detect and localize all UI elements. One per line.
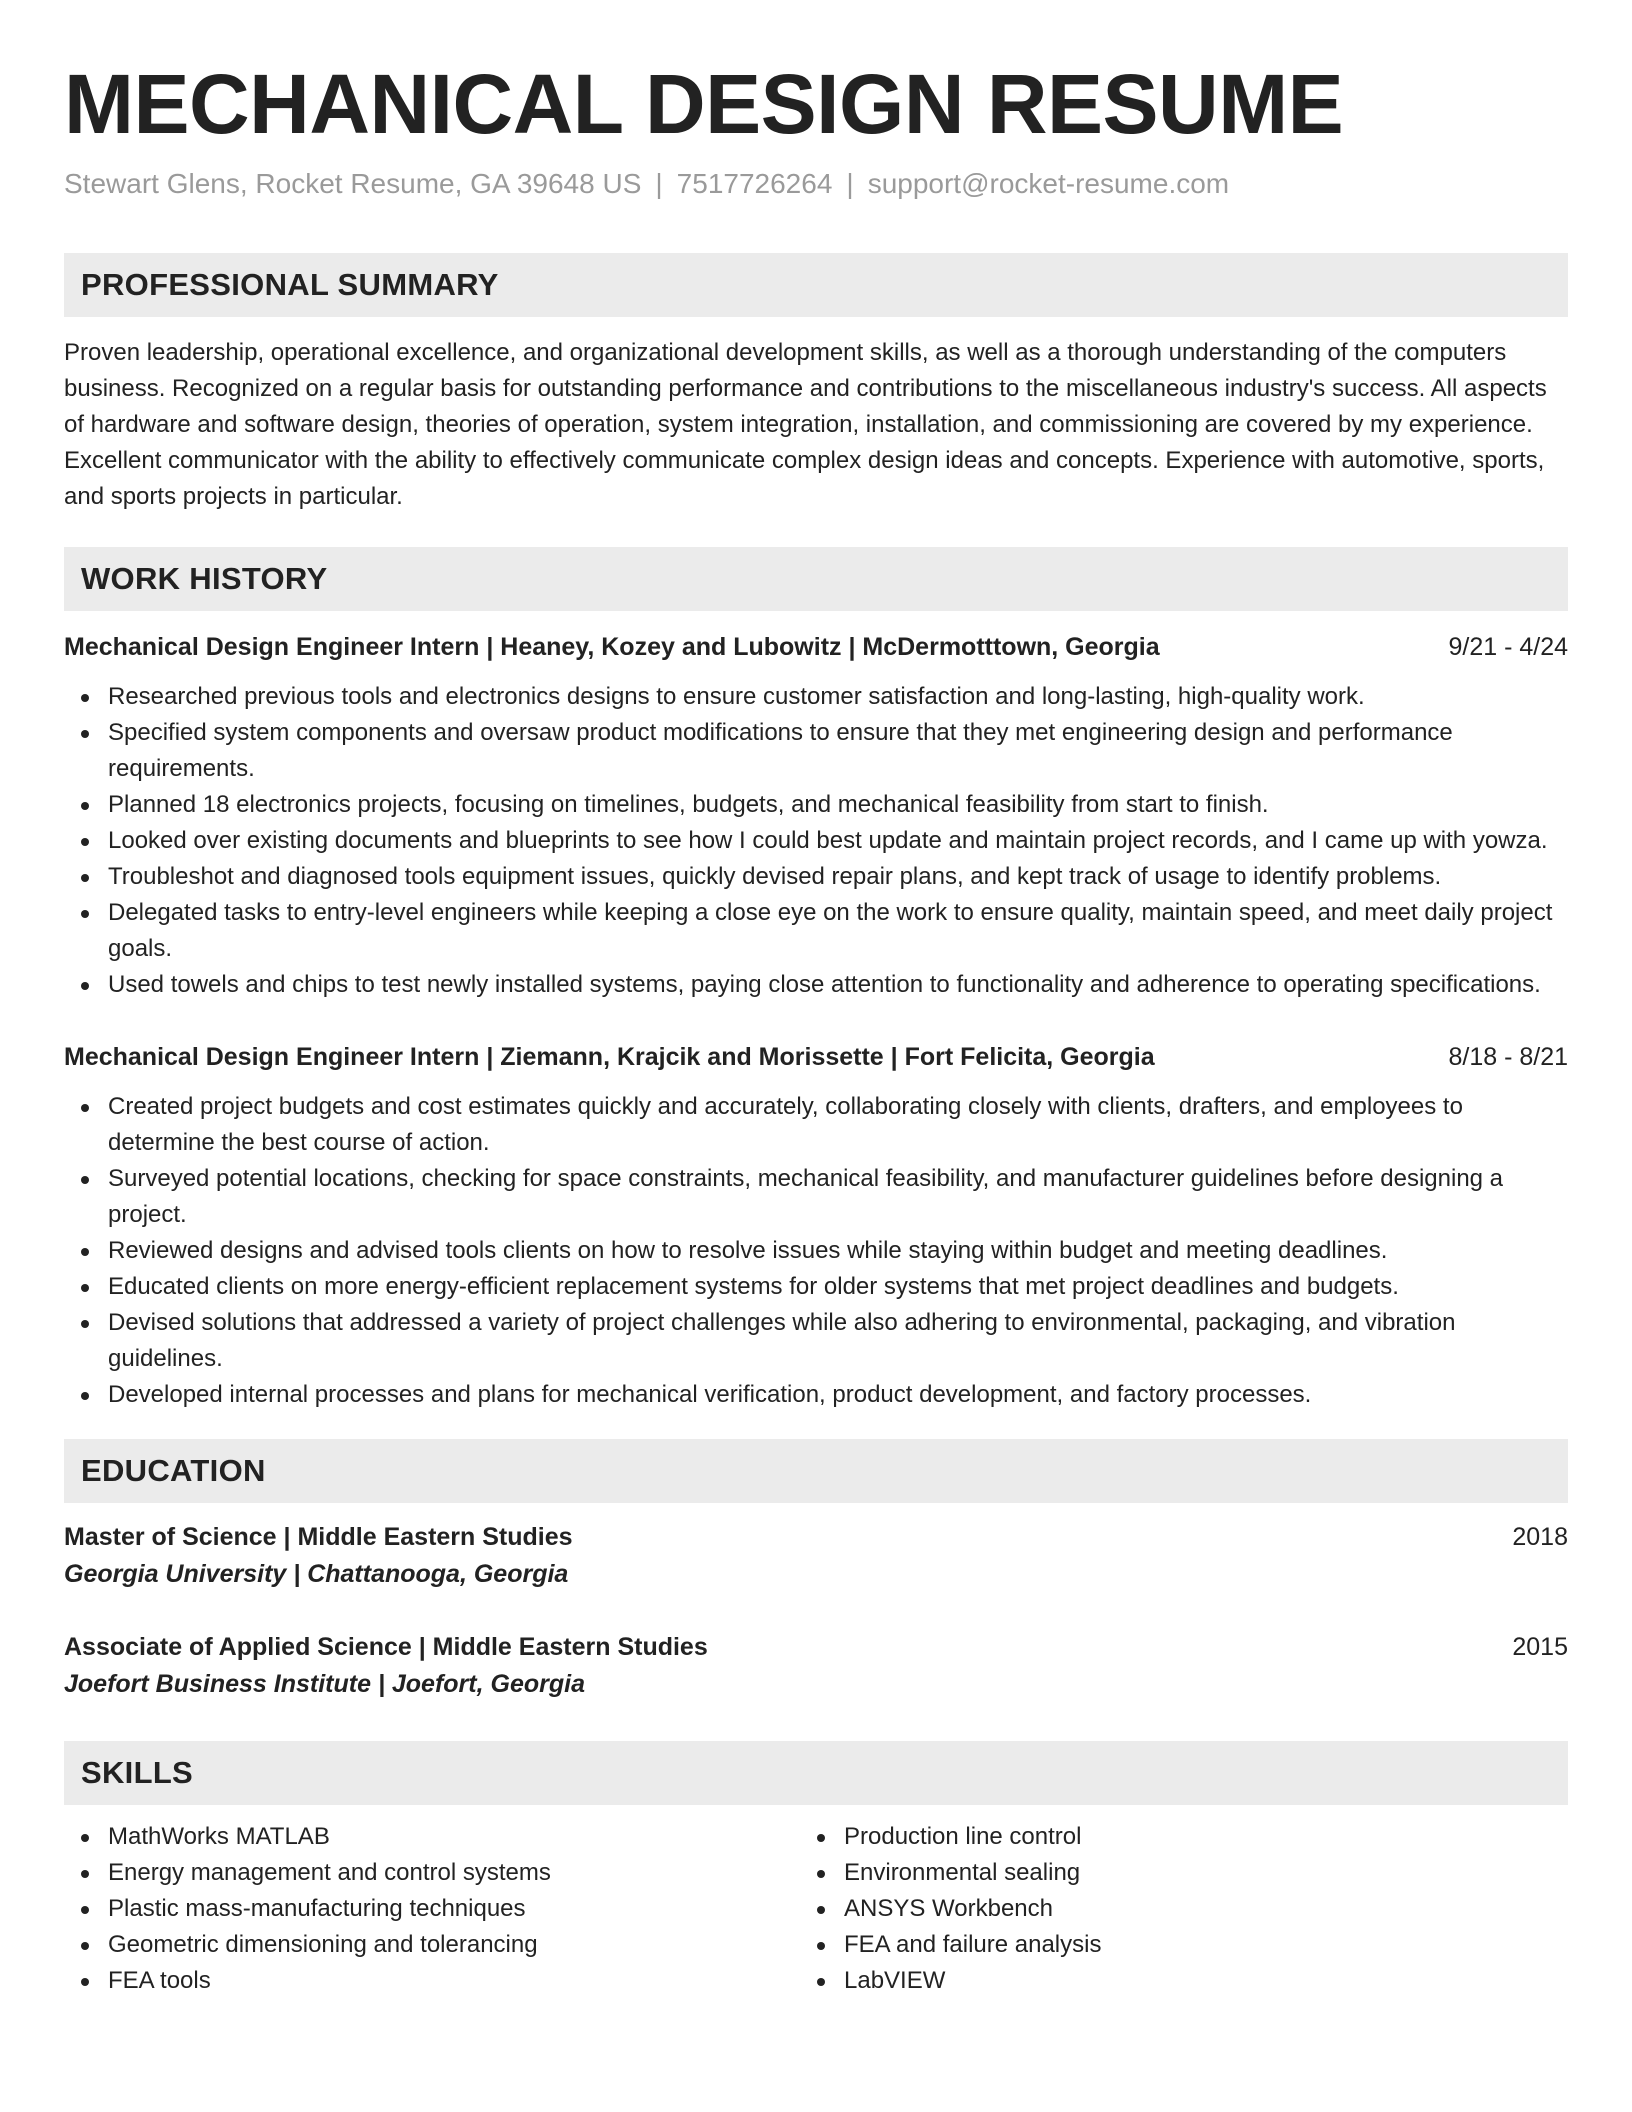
skills-list-right <box>800 1819 1536 1999</box>
job-bullet: Specified system components and oversaw product modifications to ensure that they met engineering design and performance requirements. <box>64 715 1568 787</box>
summary-text: Proven leadership, operational excellence, and organizational development skills, as well as a thorough understanding of the computers business. Recognized on a regular basis for outstanding performance and contributions to the miscellaneous industry's success. All aspects of hardware and software design, theories of operation, system integration, installation, and commissioning are covered by my experience. Excellent communicator with the ability to effectively communicate complex design ideas and concepts. Experience with automotive, sports, and sports projects in particular. <box>64 339 1547 510</box>
skills-list-left <box>64 1819 800 1999</box>
job-bullet: Created project budgets and cost estimates quickly and accurately, collaborating closely with clients, drafters, and employees to determine the best course of action. <box>64 1089 1568 1161</box>
skill-item: Production line control <box>800 1819 1536 1855</box>
education-year: 2015 <box>1512 1633 1568 1661</box>
skill-item: FEA and failure analysis <box>800 1927 1536 1963</box>
contact-line <box>64 166 1568 202</box>
section-title-education: EDUCATION <box>81 1453 266 1488</box>
education-school: Georgia University | Chattanooga, Georgia <box>64 1560 569 1588</box>
job-bullet: Troubleshot and diagnosed tools equipment issues, quickly devised repair plans, and kept track of usage to identify problems. <box>64 859 1568 895</box>
job-header <box>64 1039 1568 1075</box>
job-entry <box>64 629 1568 1003</box>
skill-item: FEA tools <box>64 1963 800 1999</box>
job-dates: 8/18 - 8/21 <box>1448 1043 1568 1071</box>
education-entry <box>64 1629 1568 1703</box>
job-bullet: Surveyed potential locations, checking for space constraints, mechanical feasibility, and manufacturer guidelines before designing a project. <box>64 1161 1568 1233</box>
education-school: Joefort Business Institute | Joefort, Georgia <box>64 1670 585 1698</box>
job-bullets <box>64 679 1568 1003</box>
skill-item: Environmental sealing <box>800 1855 1536 1891</box>
job-header <box>64 629 1568 665</box>
section-title-summary: PROFESSIONAL SUMMARY <box>81 267 499 302</box>
section-header-work <box>64 547 1568 611</box>
job-bullet: Developed internal processes and plans for mechanical verification, product development, and factory processes. <box>64 1377 1568 1413</box>
job-bullet: Reviewed designs and advised tools clients on how to resolve issues while staying within budget and meeting deadlines. <box>64 1233 1568 1269</box>
skill-item: Energy management and control systems <box>64 1855 800 1891</box>
section-header-skills <box>64 1741 1568 1805</box>
job-dates: 9/21 - 4/24 <box>1448 633 1568 661</box>
section-header-summary <box>64 253 1568 317</box>
job-bullet: Looked over existing documents and blueprints to see how I could best update and maintain project records, and I came up with yowza. <box>64 823 1568 859</box>
skill-item: Geometric dimensioning and tolerancing <box>64 1927 800 1963</box>
skill-item: ANSYS Workbench <box>800 1891 1536 1927</box>
skill-item: Plastic mass-manufacturing techniques <box>64 1891 800 1927</box>
job-bullet: Planned 18 electronics projects, focusing on timelines, budgets, and mechanical feasibility from start to finish. <box>64 787 1568 823</box>
job-bullet: Educated clients on more energy-efficient replacement systems for older systems that met project deadlines and budgets. <box>64 1269 1568 1305</box>
contact-address: Stewart Glens, Rocket Resume, GA 39648 US <box>64 168 642 199</box>
section-title-work: WORK HISTORY <box>81 561 328 596</box>
job-bullets <box>64 1089 1568 1413</box>
job-title: Mechanical Design Engineer Intern | Heaney, Kozey and Lubowitz | McDermotttown, Georgia <box>64 633 1160 661</box>
job-entry <box>64 1039 1568 1413</box>
job-bullet: Researched previous tools and electronics designs to ensure customer satisfaction and long-lasting, high-quality work. <box>64 679 1568 715</box>
education-degree: Master of Science | Middle Eastern Studies <box>64 1523 573 1551</box>
resume-title: MECHANICAL DESIGN RESUME <box>64 57 1344 151</box>
section-title-skills: SKILLS <box>81 1755 194 1790</box>
job-bullet: Used towels and chips to test newly installed systems, paying close attention to functionality and adherence to operating specifications. <box>64 967 1568 1003</box>
contact-email: support@rocket-resume.com <box>867 168 1230 199</box>
education-header <box>64 1629 1568 1665</box>
skill-item: MathWorks MATLAB <box>64 1819 800 1855</box>
job-title: Mechanical Design Engineer Intern | Ziemann, Krajcik and Morissette | Fort Felicita, Georgia <box>64 1043 1155 1071</box>
contact-phone: 7517726264 <box>676 168 833 199</box>
education-entry <box>64 1519 1568 1593</box>
skill-item: LabVIEW <box>800 1963 1536 1999</box>
contact-separator: | <box>655 168 663 199</box>
job-bullet: Devised solutions that addressed a variety of project challenges while also adhering to environmental, packaging, and vibration guidelines. <box>64 1305 1568 1377</box>
section-header-education <box>64 1439 1568 1503</box>
education-header <box>64 1519 1568 1555</box>
education-year: 2018 <box>1512 1523 1568 1551</box>
education-degree: Associate of Applied Science | Middle Eastern Studies <box>64 1633 708 1661</box>
skills-columns <box>64 1819 1568 1999</box>
contact-separator: | <box>846 168 854 199</box>
job-bullet: Delegated tasks to entry-level engineers while keeping a close eye on the work to ensure quality, maintain speed, and meet daily project goals. <box>64 895 1568 967</box>
